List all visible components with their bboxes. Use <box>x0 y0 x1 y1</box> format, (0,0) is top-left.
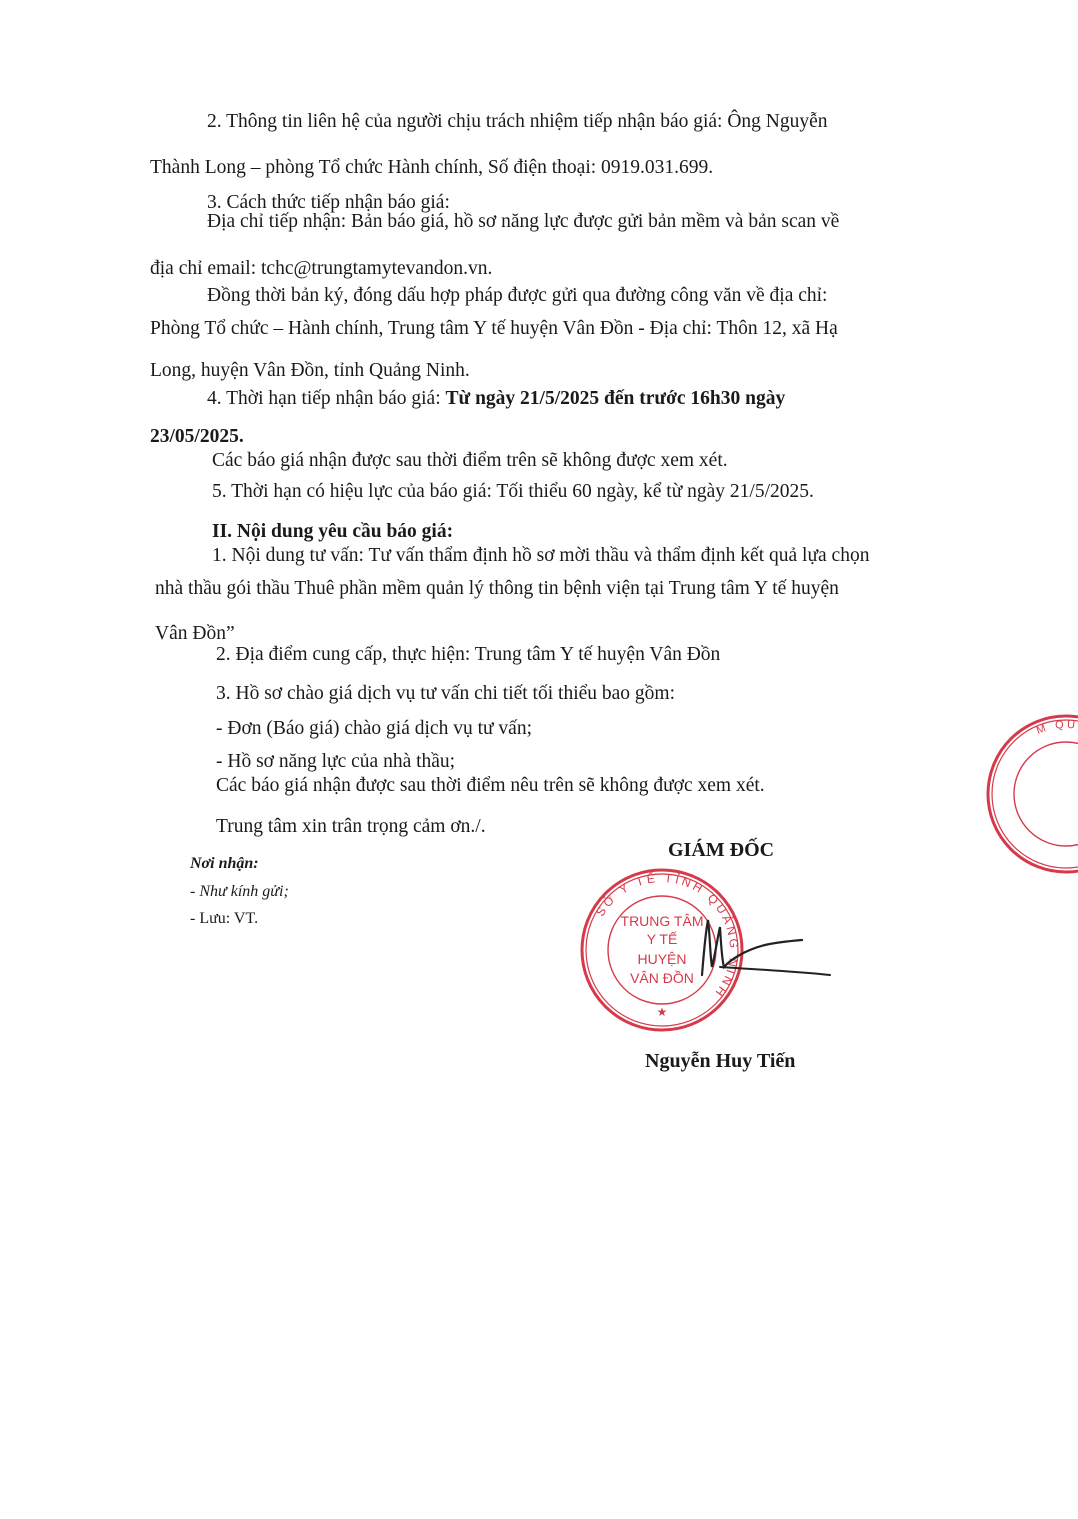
section-ii-heading: II. Nội dung yêu cầu báo giá: <box>212 521 454 542</box>
receive-address-line-1: Địa chỉ tiếp nhận: Bản báo giá, hồ sơ năng lực được gửi bản mềm và bản scan về <box>207 211 840 232</box>
receive-method-heading: 3. Cách thức tiếp nhận báo giá: <box>207 192 450 213</box>
dossier-item-1: - Đơn (Báo giá) chào giá dịch vụ tư vấn; <box>216 718 532 739</box>
postal-line-2: Phòng Tổ chức – Hành chính, Trung tâm Y tế huyện Vân Đồn - Địa chỉ: Thôn 12, xã Hạ <box>150 318 838 339</box>
contact-info-line-2: Thành Long – phòng Tổ chức Hành chính, Số điện thoại: 0919.031.699. <box>150 157 714 178</box>
partial-edge-stamp <box>966 712 1078 877</box>
recipients-item-2: - Lưu: VT. <box>190 910 259 927</box>
stamp-outer-text: SỞ Y TẾ TỈNH QUẢNG NINH <box>593 870 742 1002</box>
svg-text:M QUẢNG NINH <box>1035 719 1078 781</box>
postal-line-1: Đồng thời bản ký, đóng dấu hợp pháp được gửi qua đường công văn về địa chỉ: <box>207 285 828 306</box>
deadline-label: 4. Thời hạn tiếp nhận báo giá: <box>207 388 446 409</box>
deadline-line-1 <box>207 387 785 411</box>
recipients-item-1: - Như kính gửi; <box>190 883 289 900</box>
dossier-heading: 3. Hồ sơ chào giá dịch vụ tư vấn chi tiết tối thiểu bao gồm: <box>216 683 676 704</box>
stamp-center-line-1: TRUNG TÂM <box>620 913 704 929</box>
validity-line: 5. Thời hạn có hiệu lực của báo giá: Tối thiểu 60 ngày, kể từ ngày 21/5/2025. <box>212 481 814 502</box>
receive-address-line-2: địa chỉ email: tchc@trungtamytevandon.vn. <box>150 258 493 279</box>
late-notice-2: Các báo giá nhận được sau thời điểm nêu trên sẽ không được xem xét. <box>216 775 765 796</box>
stamp-star-icon: ★ <box>656 1005 668 1019</box>
consulting-content-line-3: Vân Đồn” <box>155 623 235 644</box>
partial-stamp-seal-icon <box>966 712 1078 877</box>
late-notice: Các báo giá nhận được sau thời điểm trên sẽ không được xem xét. <box>212 450 728 471</box>
dossier-item-2: - Hồ sơ năng lực của nhà thầu; <box>216 751 456 772</box>
stamp-center-line-4: VÂN ĐỒN <box>630 970 694 986</box>
thanks-line: Trung tâm xin trân trọng cảm ơn./. <box>216 816 486 837</box>
handwritten-signature <box>690 905 840 995</box>
partial-stamp-text: M QU <box>1034 718 1078 737</box>
recipients-title: Nơi nhận: <box>190 855 259 872</box>
consulting-content-line-1: 1. Nội dung tư vấn: Tư vấn thẩm định hồ sơ mời thầu và thẩm định kết quả lựa chọn <box>212 545 870 566</box>
deadline-value: Từ ngày 21/5/2025 đến trước 16h30 ngày <box>445 388 786 409</box>
stamp-center-line-2: Y TẾ <box>646 931 678 947</box>
signer-name: Nguyễn Huy Tiến <box>645 1050 796 1072</box>
signer-position: GIÁM ĐỐC <box>668 839 775 861</box>
postal-line-3: Long, huyện Vân Đồn, tỉnh Quảng Ninh. <box>150 360 470 381</box>
location-line: 2. Địa điểm cung cấp, thực hiện: Trung tâm Y tế huyện Vân Đồn <box>216 644 721 665</box>
contact-info-line-1: 2. Thông tin liên hệ của người chịu trách nhiệm tiếp nhận báo giá: Ông Nguyễn <box>207 111 828 132</box>
deadline-line-2: 23/05/2025. <box>150 426 244 447</box>
stamp-center-line-3: HUYỆN <box>637 951 687 967</box>
consulting-content-line-2: nhà thầu gói thầu Thuê phần mềm quản lý thông tin bệnh viện tại Trung tâm Y tế huyện <box>155 578 839 599</box>
signature-scribble-icon <box>690 905 840 995</box>
